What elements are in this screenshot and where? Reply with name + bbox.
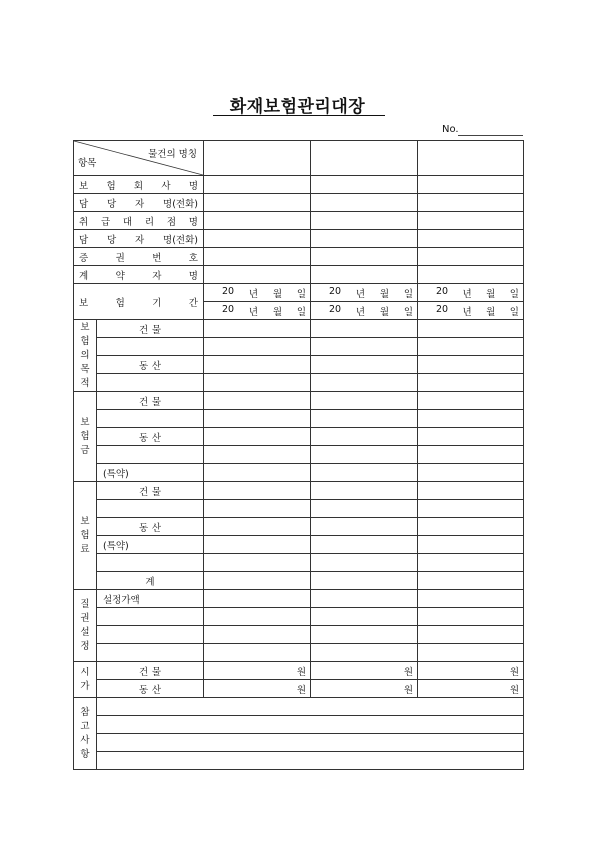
period-cell[interactable]: 20 년 월 일 xyxy=(418,302,524,320)
data-cell[interactable] xyxy=(418,248,524,266)
building-label: 건 물 xyxy=(97,482,204,500)
data-cell[interactable] xyxy=(418,518,524,536)
amount-cell[interactable]: 원 xyxy=(311,680,418,698)
data-cell[interactable] xyxy=(418,176,524,194)
data-cell[interactable] xyxy=(418,266,524,284)
data-cell[interactable] xyxy=(311,644,418,662)
item-name-cell[interactable] xyxy=(418,141,524,176)
header-diagonal-cell: 물건의 명칭 항목 xyxy=(74,141,204,176)
note-line[interactable] xyxy=(97,716,524,734)
data-cell[interactable] xyxy=(311,374,418,392)
data-cell[interactable] xyxy=(311,176,418,194)
amount-cell[interactable]: 원 xyxy=(204,680,311,698)
group-label-note: 참 고 사 항 xyxy=(74,698,97,770)
movable-label: 동 산 xyxy=(97,518,204,536)
title-underline xyxy=(213,115,385,116)
period-cell[interactable]: 20 년 월 일 xyxy=(204,284,311,302)
data-cell[interactable] xyxy=(311,194,418,212)
group-label-purpose: 보 험 의 목 적 xyxy=(74,320,97,392)
movable-label: 동 산 xyxy=(97,356,204,374)
note-line[interactable] xyxy=(97,752,524,770)
data-cell[interactable] xyxy=(204,536,311,554)
special-label: (특약) xyxy=(97,464,204,482)
note-line[interactable] xyxy=(97,698,524,716)
data-cell[interactable] xyxy=(311,626,418,644)
data-cell[interactable] xyxy=(311,212,418,230)
data-cell[interactable] xyxy=(418,212,524,230)
data-cell[interactable] xyxy=(418,428,524,446)
blank-cell[interactable] xyxy=(97,446,204,464)
data-cell[interactable] xyxy=(204,356,311,374)
amount-cell[interactable]: 원 xyxy=(418,680,524,698)
data-cell[interactable] xyxy=(418,554,524,572)
data-cell[interactable] xyxy=(311,230,418,248)
data-cell[interactable] xyxy=(204,230,311,248)
data-cell[interactable] xyxy=(204,590,311,608)
data-cell[interactable] xyxy=(418,320,524,338)
data-cell[interactable] xyxy=(311,338,418,356)
row-label-holder: 계 약 자 명 xyxy=(74,266,204,284)
data-cell[interactable] xyxy=(204,338,311,356)
data-cell[interactable] xyxy=(311,590,418,608)
group-label-pledge: 질 권 설 정 xyxy=(74,590,97,662)
period-cell[interactable]: 20 년 월 일 xyxy=(311,302,418,320)
row-label-agency: 취 급 대 리 점 명 xyxy=(74,212,204,230)
amount-cell[interactable]: 원 xyxy=(311,662,418,680)
building-label: 건 물 xyxy=(97,662,204,680)
row-label-insurer: 보 험 회 사 명 xyxy=(74,176,204,194)
data-cell[interactable] xyxy=(418,590,524,608)
blank-cell[interactable] xyxy=(97,500,204,518)
data-cell[interactable] xyxy=(311,320,418,338)
pledge-amount-label: 설정가액 xyxy=(97,590,204,608)
data-cell[interactable] xyxy=(204,644,311,662)
amount-cell[interactable]: 원 xyxy=(204,662,311,680)
period-cell[interactable]: 20 년 월 일 xyxy=(204,302,311,320)
data-cell[interactable] xyxy=(311,410,418,428)
group-label-amount: 보 험 금 xyxy=(74,392,97,482)
data-cell[interactable] xyxy=(418,536,524,554)
number-label: No. xyxy=(442,124,459,135)
data-cell[interactable] xyxy=(204,608,311,626)
period-cell[interactable]: 20 년 월 일 xyxy=(418,284,524,302)
data-cell[interactable] xyxy=(204,410,311,428)
amount-cell[interactable]: 원 xyxy=(418,662,524,680)
row-label-policy: 증 권 번 호 xyxy=(74,248,204,266)
data-cell[interactable] xyxy=(204,176,311,194)
blank-cell[interactable] xyxy=(97,626,204,644)
row-label-contact1: 담 당 자 명(전화) xyxy=(74,194,204,212)
period-cell[interactable]: 20 년 월 일 xyxy=(311,284,418,302)
data-cell[interactable] xyxy=(418,572,524,590)
data-cell[interactable] xyxy=(311,464,418,482)
data-cell[interactable] xyxy=(418,230,524,248)
group-label-market: 시 가 xyxy=(74,662,97,698)
data-cell[interactable] xyxy=(204,248,311,266)
data-cell[interactable] xyxy=(418,644,524,662)
blank-cell[interactable] xyxy=(97,554,204,572)
data-cell[interactable] xyxy=(311,500,418,518)
data-cell[interactable] xyxy=(418,464,524,482)
row-label-period: 보 험 기 간 xyxy=(74,284,204,320)
data-cell[interactable] xyxy=(204,320,311,338)
data-cell[interactable] xyxy=(204,266,311,284)
data-cell[interactable] xyxy=(204,464,311,482)
blank-cell[interactable] xyxy=(97,374,204,392)
blank-cell[interactable] xyxy=(97,644,204,662)
blank-cell[interactable] xyxy=(97,608,204,626)
blank-cell[interactable] xyxy=(97,338,204,356)
data-cell[interactable] xyxy=(204,392,311,410)
special-label: (특약) xyxy=(97,536,204,554)
data-cell[interactable] xyxy=(418,446,524,464)
data-cell[interactable] xyxy=(204,518,311,536)
data-cell[interactable] xyxy=(204,554,311,572)
blank-cell[interactable] xyxy=(97,410,204,428)
data-cell[interactable] xyxy=(204,482,311,500)
data-cell[interactable] xyxy=(418,626,524,644)
data-cell[interactable] xyxy=(204,194,311,212)
row-label-contact2: 담 당 자 명(전화) xyxy=(74,230,204,248)
page-title: 화재보험관리대장 xyxy=(229,97,366,117)
data-cell[interactable] xyxy=(204,374,311,392)
data-cell[interactable] xyxy=(418,374,524,392)
item-name-cell[interactable] xyxy=(204,141,311,176)
data-cell[interactable] xyxy=(311,392,418,410)
building-label: 건 물 xyxy=(97,392,204,410)
group-label-premium: 보 험 료 xyxy=(74,482,97,590)
data-cell[interactable] xyxy=(204,500,311,518)
data-cell[interactable] xyxy=(311,536,418,554)
data-cell[interactable] xyxy=(311,266,418,284)
data-cell[interactable] xyxy=(418,194,524,212)
data-cell[interactable] xyxy=(311,356,418,374)
movable-label: 동 산 xyxy=(97,428,204,446)
data-cell[interactable] xyxy=(311,446,418,464)
movable-label: 동 산 xyxy=(97,680,204,698)
data-cell[interactable] xyxy=(418,338,524,356)
item-name-cell[interactable] xyxy=(311,141,418,176)
data-cell[interactable] xyxy=(311,554,418,572)
data-cell[interactable] xyxy=(311,572,418,590)
data-cell[interactable] xyxy=(204,446,311,464)
number-field-line[interactable] xyxy=(458,135,523,136)
data-cell[interactable] xyxy=(418,608,524,626)
data-cell[interactable] xyxy=(311,608,418,626)
building-label: 건 물 xyxy=(97,320,204,338)
data-cell[interactable] xyxy=(311,518,418,536)
register-table xyxy=(73,140,524,770)
data-cell[interactable] xyxy=(311,482,418,500)
data-cell[interactable] xyxy=(418,410,524,428)
data-cell[interactable] xyxy=(204,212,311,230)
data-cell[interactable] xyxy=(418,500,524,518)
data-cell[interactable] xyxy=(418,482,524,500)
data-cell[interactable] xyxy=(311,428,418,446)
total-label: 계 xyxy=(97,572,204,590)
data-cell[interactable] xyxy=(311,248,418,266)
data-cell[interactable] xyxy=(204,626,311,644)
data-cell[interactable] xyxy=(418,392,524,410)
note-line[interactable] xyxy=(97,734,524,752)
data-cell[interactable] xyxy=(418,356,524,374)
data-cell[interactable] xyxy=(204,428,311,446)
data-cell[interactable] xyxy=(204,572,311,590)
